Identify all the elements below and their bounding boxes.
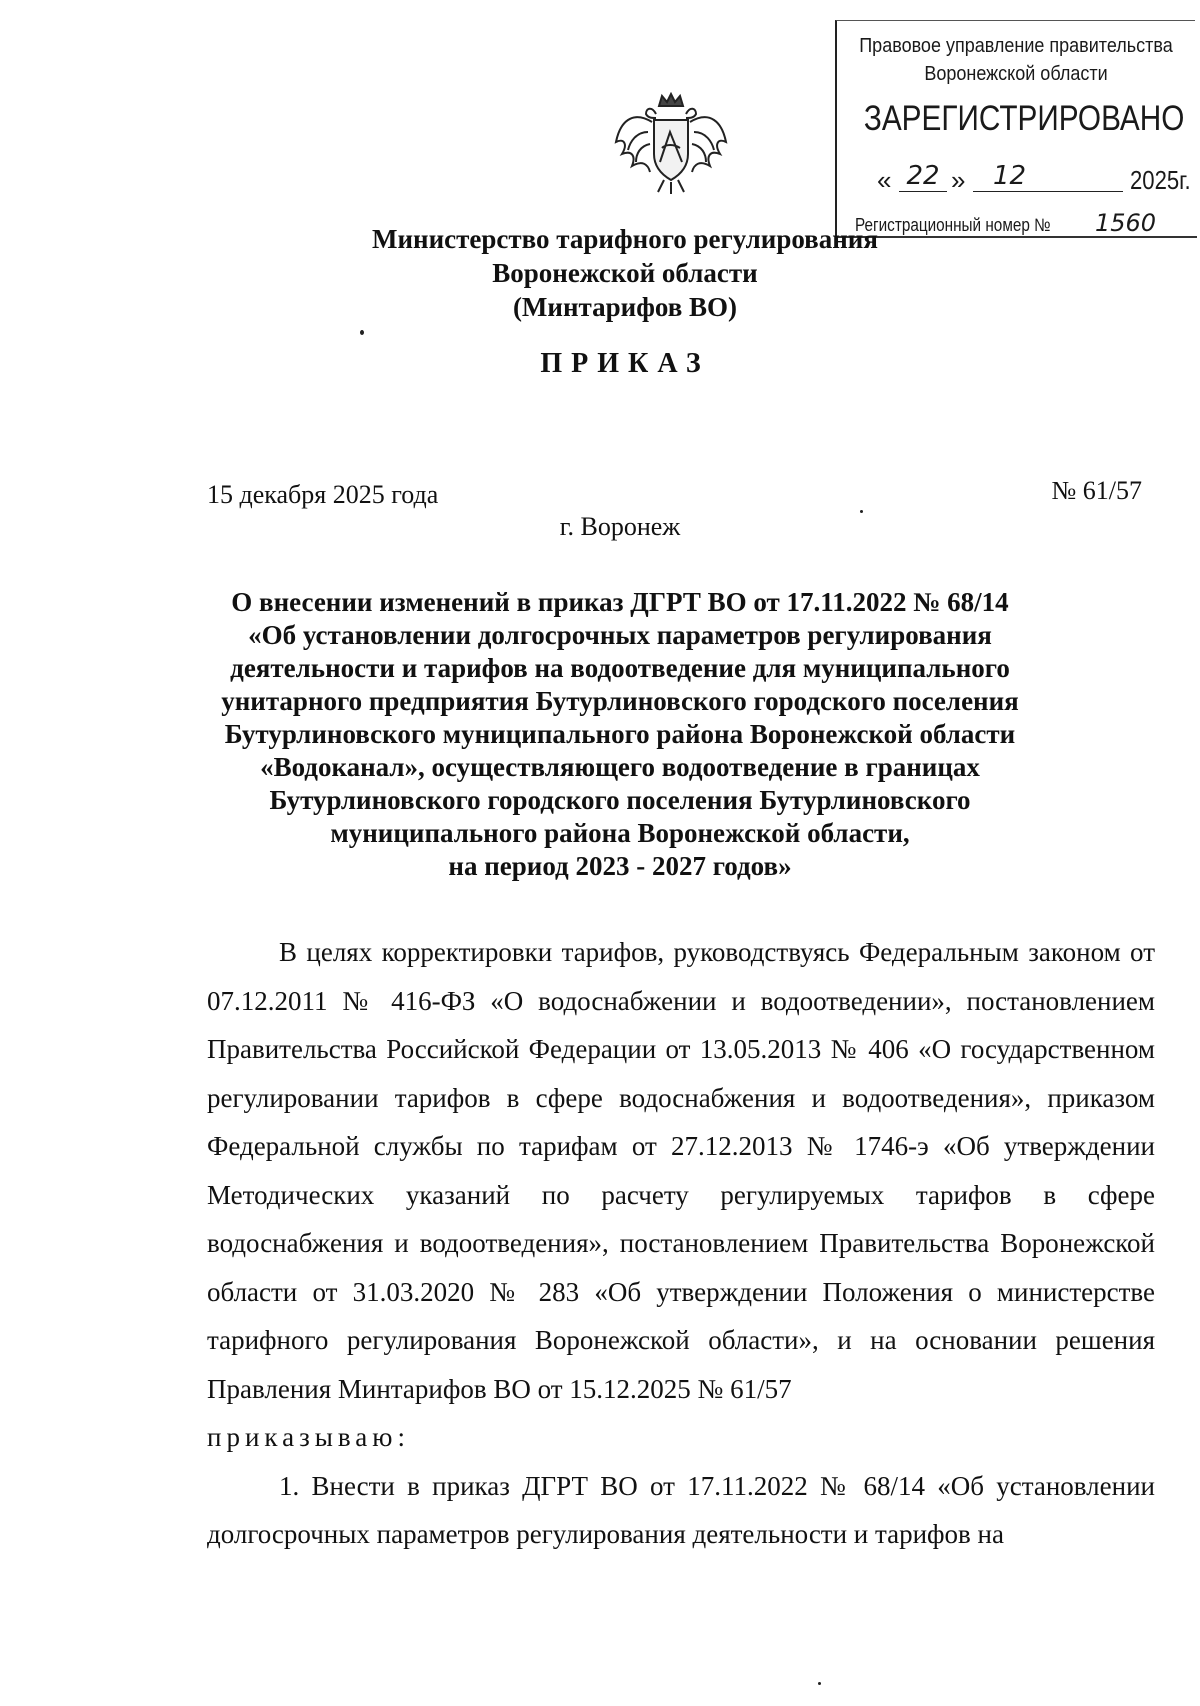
ministry-line-3: (Минтарифов ВО) <box>512 292 738 322</box>
stamp-date-open-quote: « <box>877 165 892 195</box>
subject-line: Бутурлиновского городского поселения Бутурлиновского <box>269 785 971 815</box>
order-body <box>207 928 1155 1559</box>
subject-line: «Об установлении долгосрочных параметров регулирования <box>248 620 992 650</box>
stamp-line-1: Правовое управление правительства <box>859 35 1173 57</box>
ministry-line-1: Министерство тарифного регулирования <box>372 224 878 254</box>
order-title: ПРИКАЗ <box>540 348 710 379</box>
scan-speck <box>860 510 863 513</box>
stamp-line-2: Воронежской области <box>924 63 1108 85</box>
stamp-date <box>877 161 1191 201</box>
preamble-paragraph: В целях корректировки тарифов, руководствуясь Федеральным законом от 07.12.2011 № 416-ФЗ «О водоснабжении и водоотведении», постановлением Правительства Российской Федерации от 13.05.2013 № 406 «О государственном регулировании тарифов в сфере водоснабжения и водоотведения», приказом Федеральной службы по тарифам от 27.12.2013 № 1746-э «Об утверждении Методических указаний по расчету регулируемых тарифов в сфере водоснабжения и водоотведения», постановлением Правительства Воронежской области от 31.03.2020 № 283 «Об утверждении Положения о министерстве тарифного регулирования Воронежской области», и на основании решения Правления Минтарифов ВО от 15.12.2025 № 61/57 <box>207 937 1155 1404</box>
stamp-reg-label: Регистрационный номер № <box>855 215 1051 235</box>
stamp-date-month: 12 <box>973 161 1123 192</box>
order-city: г. Воронеж <box>559 512 681 541</box>
order-subject <box>0 586 1200 883</box>
item-1-paragraph: 1. Внести в приказ ДГРТ ВО от 17.11.2022 № 68/14 «Об установлении долгосрочных параметров регулирования деятельности и тарифов на <box>207 1470 1155 1549</box>
subject-line: «Водоканал», осуществляющего водоотведение в границах <box>260 752 980 782</box>
subject-line: Бутурлиновского муниципального района Воронежской области <box>224 719 1016 749</box>
ministry-line-2: Воронежской области <box>492 258 758 288</box>
stamp-date-close-quote: » <box>951 165 966 195</box>
order-word: приказываю: <box>207 1422 410 1452</box>
stamp-reg-number: 1560 <box>1087 209 1195 238</box>
subject-line: на период 2023 - 2027 годов» <box>448 851 792 881</box>
order-date: 15 декабря 2025 года <box>207 480 439 509</box>
scan-speck <box>360 330 364 335</box>
stamp-date-year: 2025г. <box>1130 165 1191 195</box>
registration-stamp <box>835 20 1195 239</box>
coat-of-arms-icon <box>612 92 730 196</box>
subject-line: О внесении изменений в приказ ДГРТ ВО от 17.11.2022 № 68/14 <box>231 587 1009 617</box>
subject-line: деятельности и тарифов на водоотведение для муниципального <box>230 653 1010 683</box>
stamp-date-day: 22 <box>899 161 947 192</box>
subject-line: унитарного предприятия Бутурлиновского городского поселения <box>221 686 1019 716</box>
scan-speck <box>818 1682 821 1685</box>
subject-line: муниципального района Воронежской области, <box>330 818 910 848</box>
ministry-name <box>0 222 1200 324</box>
stamp-registered: ЗАРЕГИСТРИРОВАНО <box>863 99 1185 138</box>
order-number: № 61/57 <box>1051 476 1142 505</box>
